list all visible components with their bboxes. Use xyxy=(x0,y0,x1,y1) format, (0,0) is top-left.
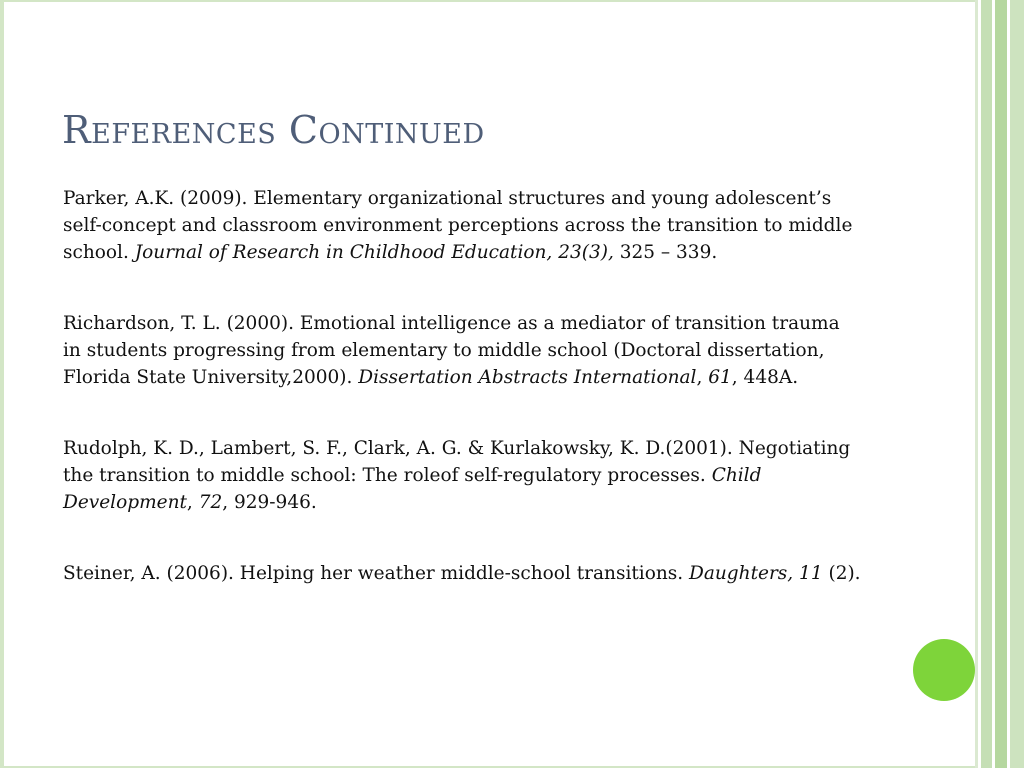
reference-text: (2). xyxy=(822,563,861,584)
reference-volume: 72 xyxy=(198,492,223,513)
decorative-stripes xyxy=(975,0,1024,768)
reference-journal: Daughters, 11 xyxy=(689,563,823,584)
reference-text: Steiner, A. (2006). Helping her weather middle-school transitions. xyxy=(63,563,690,584)
reference-text: Parker, A.K. (2009). Elementary organizational structures and young adolescent’s self-concept and classroom environment perceptions across the transition to middle school. xyxy=(63,188,853,263)
slide-title: References Continued xyxy=(62,108,485,152)
frame-top-border xyxy=(0,0,1024,2)
reference-item xyxy=(63,435,863,516)
stripe xyxy=(995,0,1007,768)
green-circle-decoration xyxy=(913,639,975,701)
reference-text: Richardson, T. L. (2000). Emotional intelligence as a mediator of transition trauma in students progressing from elementary to middle school (Doctoral dissertation, Florida State University,2000). xyxy=(63,313,840,388)
references-list xyxy=(63,185,863,631)
reference-text: , 448A. xyxy=(731,367,799,388)
reference-text: , xyxy=(696,367,709,388)
reference-journal: Dissertation Abstracts International xyxy=(358,367,697,388)
stripe xyxy=(1010,0,1024,768)
reference-text: , 929-946. xyxy=(222,492,317,513)
reference-volume: 61 xyxy=(708,367,732,388)
reference-text: Rudolph, K. D., Lambert, S. F., Clark, A. G. & Kurlakowsky, K. D.(2001). Negotiating the transition to middle school: The roleof self-regulatory processes. xyxy=(63,438,851,486)
reference-journal: Child Development xyxy=(63,465,762,513)
reference-item xyxy=(63,560,863,587)
reference-text: , xyxy=(186,492,199,513)
reference-item xyxy=(63,310,863,391)
stripe xyxy=(981,0,992,768)
reference-journal: Journal of Research in Childhood Education, 23(3), xyxy=(134,242,614,263)
frame-left-border xyxy=(0,0,4,768)
reference-text: 325 – 339. xyxy=(613,242,718,263)
reference-item xyxy=(63,185,863,266)
